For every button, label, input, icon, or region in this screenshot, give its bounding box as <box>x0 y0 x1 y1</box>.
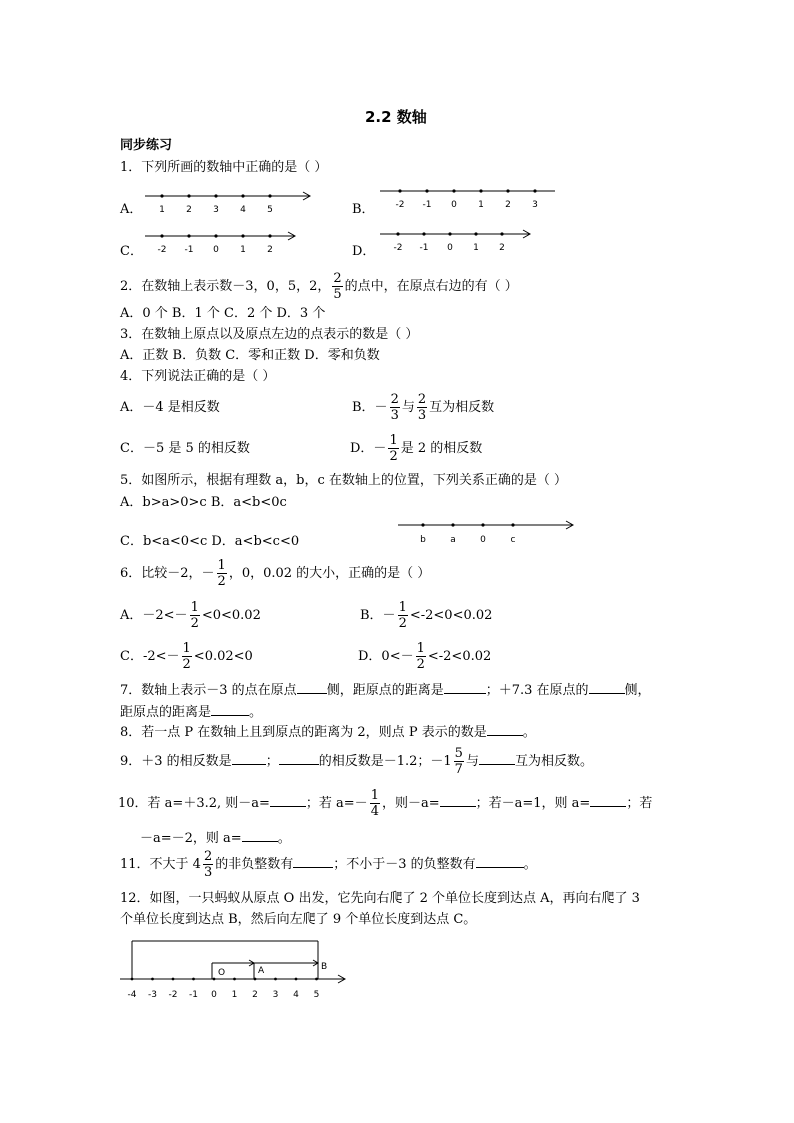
q1-axis-b-points-dot <box>425 189 428 192</box>
q3-stem: 3．在数轴上原点以及原点左边的点表示的数是（ ） <box>120 327 419 342</box>
q1-axis-a <box>140 186 320 218</box>
q12-axis-label: 5 <box>313 990 320 1000</box>
q5-axis-points-label: c <box>510 535 516 545</box>
q12-axis-label: -4 <box>127 990 137 1000</box>
q1-option-c-label: C． <box>120 244 143 259</box>
q1-axis-d-points-label: -2 <box>393 243 403 253</box>
q1-axis-a-points-label: 3 <box>213 205 219 215</box>
q1-option-b-label: B． <box>352 202 375 217</box>
q1-axis-b-points-dot <box>533 189 536 192</box>
q1-axis-b <box>380 182 560 214</box>
q2-stem <box>120 267 518 307</box>
q2-options: A．0 个 B．1 个 C．2 个 D．3 个 <box>120 306 326 321</box>
q1-axis-b-points-label: 2 <box>505 200 511 210</box>
q6-option-d: D．0<－ $\frac{1}{2}$ <-2<0.02 <box>358 641 492 672</box>
q12-axis-dot <box>315 978 318 981</box>
q4-option-c: C．－5 是 5 的相反数 <box>120 441 250 456</box>
q12-axis-label: -3 <box>148 990 157 1000</box>
q1-axis-c-points-dot <box>268 234 271 237</box>
q1-axis-c-points-label: 0 <box>213 245 219 255</box>
q1-axis-d-points <box>394 232 505 253</box>
q1-axis-b-points-label: 0 <box>451 200 457 210</box>
q1-axis-b-points-label: 1 <box>478 200 484 210</box>
q1-axis-a-points-label: 2 <box>186 205 192 215</box>
q1-axis-a-points-label: 4 <box>240 205 246 215</box>
q12-axis-dot <box>274 978 277 981</box>
q1-axis-d-points-dot <box>448 232 451 235</box>
q1-axis-a-points-dot <box>268 194 271 197</box>
q1-axis-c-points-dot <box>160 234 163 237</box>
q12-axis-dot <box>254 978 257 981</box>
q5-axis-points-dot <box>481 523 484 526</box>
q5-axis-points <box>420 523 515 545</box>
q1-axis-b-points-dot <box>452 189 455 192</box>
q12-axis-dot <box>192 978 195 981</box>
q1-axis-b-points <box>396 189 538 210</box>
q5-axis-points-dot <box>511 523 514 526</box>
q2-fraction: $\frac{2}{5}$ <box>333 271 342 302</box>
q12-label-b: B <box>321 962 328 972</box>
q12-axis-ticks <box>128 978 320 1000</box>
q1-axis-b-points-dot <box>398 189 401 192</box>
q1-axis-a-points <box>159 194 273 215</box>
q1-axis-c-points-label: 1 <box>240 245 246 255</box>
q5-options-1: A．b>a>0>c B．a<b<0c <box>120 495 287 510</box>
q12-axis-label: 3 <box>272 990 279 1000</box>
q12-axis-label: 0 <box>211 990 217 1000</box>
q1-axis-d-points-label: -1 <box>419 243 429 253</box>
q1-axis-b-points-label: -1 <box>422 200 432 210</box>
q1-axis-a-points-dot <box>160 194 163 197</box>
q1-axis-d-points-label: 0 <box>447 243 453 253</box>
q12-axis-dot <box>172 978 175 981</box>
page-title: 2.2 数轴 <box>365 108 427 126</box>
q12-label-o: O <box>218 968 226 978</box>
q5-axis-points-label: 0 <box>480 535 486 545</box>
q1-option-a-label: A． <box>120 202 143 217</box>
section-heading: 同步练习 <box>120 138 173 153</box>
q12-axis-label: -1 <box>189 990 198 1000</box>
q12-line-2: 个单位长度到达点 B，然后向左爬了 9 个单位长度到达点 C。 <box>120 912 477 927</box>
q1-axis-c <box>140 226 305 258</box>
q6-option-c: C．-2<－ $\frac{1}{2}$ <0.02<0 <box>120 641 253 672</box>
q1-axis-a-points-dot <box>214 194 217 197</box>
q1-axis-c-points-label: -1 <box>184 245 194 255</box>
q1-axis-a-points-dot <box>187 194 190 197</box>
q6-stem: 6．比较－2，－ $\frac{1}{2}$ ，0，0.02 的大小，正确的是（ ） <box>120 558 431 589</box>
q5-axis-points-label: a <box>450 535 456 545</box>
q1-option-d-label: D． <box>352 244 376 259</box>
q12-number-line-diagram <box>120 935 355 1005</box>
q12-axis-dot <box>131 978 134 981</box>
q12-axis-dot <box>151 978 154 981</box>
q1-axis-a-points-dot <box>241 194 244 197</box>
q1-axis-c-points-label: -2 <box>157 245 167 255</box>
q12-axis-label: 4 <box>293 990 299 1000</box>
q6-option-a: A．－2<－ $\frac{1}{2}$ <0<0.02 <box>120 600 261 631</box>
q7-line-1: 7．数轴上表示－3 的点在原点 侧，距原点的距离是 ；＋7.3 在原点的 侧， <box>120 683 651 698</box>
q12-axis-dot <box>213 978 216 981</box>
q2-stem-a: 2．在数轴上表示数－3，0，5，2， <box>120 279 331 294</box>
q12-axis-dot <box>295 978 298 981</box>
q4-option-b: B．－ $\frac{2}{3}$ 与 $\frac{2}{3}$ 互为相反数 <box>352 392 495 423</box>
q8-text: 8．若一点 P 在数轴上且到原点的距离为 2，则点 P 表示的数是 。 <box>120 725 536 740</box>
q12-label-a: A <box>258 966 265 976</box>
q12-line-1: 12．如图，一只蚂蚁从原点 O 出发，它先向右爬了 2 个单位长度到达点 A，再向右爬了 3 <box>120 891 640 906</box>
q1-axis-a-points-label: 1 <box>159 205 165 215</box>
q1-axis-d-points-label: 1 <box>473 243 479 253</box>
q1-axis-c-points <box>158 234 273 255</box>
q1-axis-c-points-label: 2 <box>267 245 273 255</box>
q5-options-2: C．b<a<0<c D．a<b<c<0 <box>120 534 300 549</box>
q1-axis-d-points-dot <box>396 232 399 235</box>
q1-axis-b-points-dot <box>479 189 482 192</box>
q11-text: 11．不大于 4 $\frac{2}{3}$ 的非负整数有 ；不小于－3 的负整数有 。 <box>120 849 537 880</box>
q4-stem: 4．下列说法正确的是（ ） <box>120 369 276 384</box>
q7-line-2: 距原点的距离是 。 <box>120 705 263 720</box>
q6-option-b: B．－ $\frac{1}{2}$ <-2<0<0.02 <box>360 600 493 631</box>
q12-axis-label: 2 <box>252 990 258 1000</box>
q1-axis-b-points-label: 3 <box>532 200 538 210</box>
q9-text: 9．＋3 的相反数是 ； 的相反数是－1.2；－1 $\frac{5}{7}$ 与 互为相反数。 <box>120 746 593 777</box>
q5-axis-points-label: b <box>420 535 426 545</box>
q1-stem: 1．下列所画的数轴中正确的是（ ） <box>120 160 328 175</box>
q5-number-line <box>398 515 578 547</box>
q5-axis-points-dot <box>451 523 454 526</box>
q10-line-2: －a=－2，则 a= 。 <box>140 831 291 846</box>
q1-axis-a-points-label: 5 <box>267 205 273 215</box>
q1-axis-c-points-dot <box>187 234 190 237</box>
q12-axis-label: -2 <box>168 990 178 1000</box>
q1-axis-b-points-label: -2 <box>395 200 405 210</box>
q4-option-d: D．－ $\frac{1}{2}$ 是 2 的相反数 <box>350 433 483 464</box>
q1-axis-c-points-dot <box>214 234 217 237</box>
q5-stem: 5．如图所示，根据有理数 a，b，c 在数轴上的位置，下列关系正确的是（ ） <box>120 473 568 488</box>
q1-axis-b-points-dot <box>506 189 509 192</box>
q4-option-a: A．－4 是相反数 <box>120 400 220 415</box>
q1-axis-d-points-dot <box>474 232 477 235</box>
q10-line-1: 10．若 a=＋3.2, 则－a= ；若 a=－ $\frac{1}{4}$ ，则－a= ；若－a=1，则 a= ；若 <box>118 788 653 819</box>
q1-axis-d <box>380 226 540 258</box>
q3-options: A．正数 B．负数 C．零和正数 D．零和负数 <box>120 348 380 363</box>
q5-axis-points-dot <box>421 523 424 526</box>
q2-stem-b: 的点中，在原点右边的有（ ） <box>344 279 518 294</box>
q12-axis-dot <box>233 978 236 981</box>
q1-axis-c-points-dot <box>241 234 244 237</box>
q12-axis-label: 1 <box>231 990 238 1000</box>
q1-axis-d-points-dot <box>422 232 425 235</box>
q1-axis-d-points-dot <box>500 232 503 235</box>
q1-axis-d-points-label: 2 <box>499 243 505 253</box>
